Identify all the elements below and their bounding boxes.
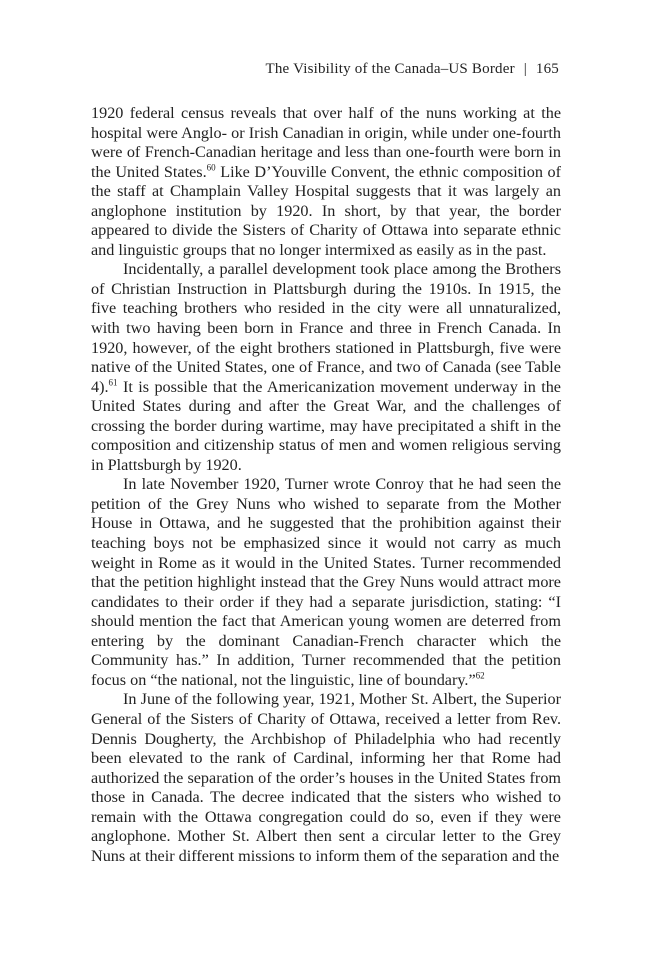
page-number: 165: [535, 61, 559, 77]
footnote-ref: 60: [206, 162, 216, 173]
running-title: The Visibility of the Canada–US Border: [265, 61, 515, 77]
paragraph-text: Incidentally, a parallel development took place among the Brothers of Christian Instruction in Plattsburgh during the 1910s. In 1915, the five teaching brothers who resided in the city were all unnaturalized, with two having been born in France and three in French Canada. In 1920, however, of the eight brothers stationed in Plattsburgh, five were native of the United States, one of France, and two of Canada (see Table 4).: [91, 260, 561, 396]
paragraph-text: 1920 federal census reveals that over half of the nuns working at the hospital were Anglo- or Irish Canadian in origin, while under one-fourth were of French-Canadian heritage and less than one-fourth were born in the United States.: [91, 104, 561, 181]
footnote-ref: 62: [475, 670, 485, 681]
paragraph: [91, 475, 561, 690]
paragraph-text: It is possible that the Americanization movement underway in the United States during and after the Great War, and the challenges of crossing the border during wartime, may have precipitated a shift in the composition and citizenship status of men and women religious serving in Plattsburgh by 1920.: [91, 377, 561, 474]
paragraph: [91, 690, 561, 866]
paragraph-text: In June of the following year, 1921, Mother St. Albert, the Superior General of the Sisters of Charity of Ottawa, received a letter from Rev. Dennis Dougherty, the Archbishop of Philadelphia who had recently been elevated to the rank of Cardinal, informing her that Rome had authorized the separation of the order’s houses in the United States from those in Canada. The decree indicated that the sisters who wished to remain with the Ottawa congregation could do so, even if they were anglophone. Mother St. Albert then sent a circular letter to the Grey Nuns at their different missions to inform them of the separation and the: [91, 690, 561, 865]
running-head: [265, 61, 559, 78]
paragraph-text: In late November 1920, Turner wrote Conroy that he had seen the petition of the Grey Nuns who wished to separate from the Mother House in Ottawa, and he suggested that the prohibition against their teaching boys not be emphasized since it would not carry as much weight in Rome as it would in the United States. Turner recommended that the petition highlight instead that the Grey Nuns would attract more candidates to their order if they had a separate jurisdiction, stating: “I should mention the fact that American young women are deterred from entering by the dominant Canadian-French character which the Community has.” In addition, Turner recommended that the petition focus on “the national, not the linguistic, line of boundary.”: [91, 475, 561, 689]
paragraph: [91, 104, 561, 260]
header-separator: |: [523, 61, 527, 77]
body-text: [91, 104, 561, 866]
paragraph: [91, 260, 561, 475]
paragraph-text: Like D’Youville Convent, the ethnic composition of the staff at Champlain Valley Hospital suggests that it was largely an anglophone institution by 1920. In short, by that year, the border appeared to divide the Sisters of Charity of Ottawa into separate ethnic and linguistic groups that no longer intermixed as easily as in the past.: [91, 162, 561, 259]
footnote-ref: 61: [108, 377, 118, 388]
